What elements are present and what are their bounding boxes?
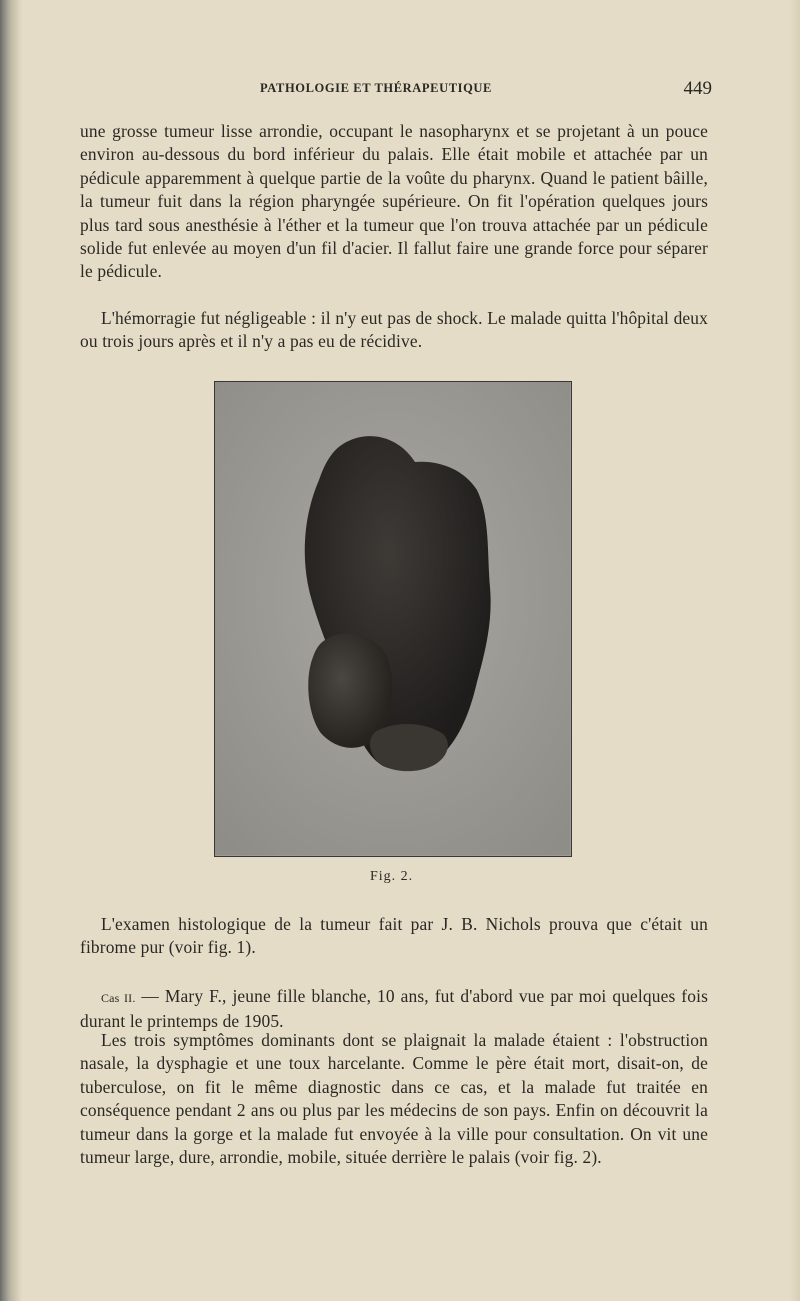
figure-photo: [214, 381, 572, 857]
page-number: 449: [683, 78, 712, 99]
tumor-photograph: [215, 382, 570, 855]
paragraph-symptoms: Les trois symptômes dominants dont se plaignait la malade étaient : l'obstruction nasale, la dysphagie et une toux harcelante. Comme le père était mort, disait-on, de tuberculose, on fit le même diagnostic dans ce cas, et la malade fut traitée en conséquence pendant 2 ans ou plus par les médecins de son pays. Enfin on découvrit la tumeur dans la gorge et la malade fut envoyée à la ville pour consultation. On vit une tumeur large, dure, arrondie, mobile, située derrière le palais (voir fig. 2).: [80, 1030, 708, 1168]
paragraph-histology: L'examen histologique de la tumeur fait par J. B. Nichols prouva que c'était un fibrome pur (voir fig. 1).: [80, 914, 708, 958]
running-head: [80, 78, 712, 102]
page-edge: [790, 0, 800, 1301]
paragraph-case-two: [80, 985, 708, 1034]
case-two-text: — Mary F., jeune fille blanche, 10 ans, fut d'abord vue par moi quelques fois durant le printemps de 1905.: [80, 986, 708, 1032]
paragraph-tumor-description: une grosse tumeur lisse arrondie, occupant le nasopharynx et se projetant à un pouce environ au-dessous du bord inférieur du palais. Elle était mobile et attachée par un pédicule apparemment à quelque partie de la voûte du pharynx. Quand le patient bâille, la tumeur fuit dans la région pharyngée supérieure. On fit l'opération quelques jours plus tard sous anesthésie à l'éther et la tumeur que l'on trouva attachée par un pédicule solide fut enlevée au moyen d'un fil d'acier. Il fallut faire une grande force pour séparer le pédicule.: [80, 121, 708, 282]
running-title: PATHOLOGIE ET THÉRAPEUTIQUE: [260, 81, 492, 95]
book-spine-shadow: [0, 0, 22, 1301]
figure-caption: Fig. 2.: [370, 869, 414, 884]
case-label: Cas II.: [101, 991, 136, 1005]
paragraph-hemorrhage: L'hémorragie fut négligeable : il n'y eut pas de shock. Le malade quitta l'hôpital deux ou trois jours après et il n'y a pas eu de récidive.: [80, 308, 708, 352]
